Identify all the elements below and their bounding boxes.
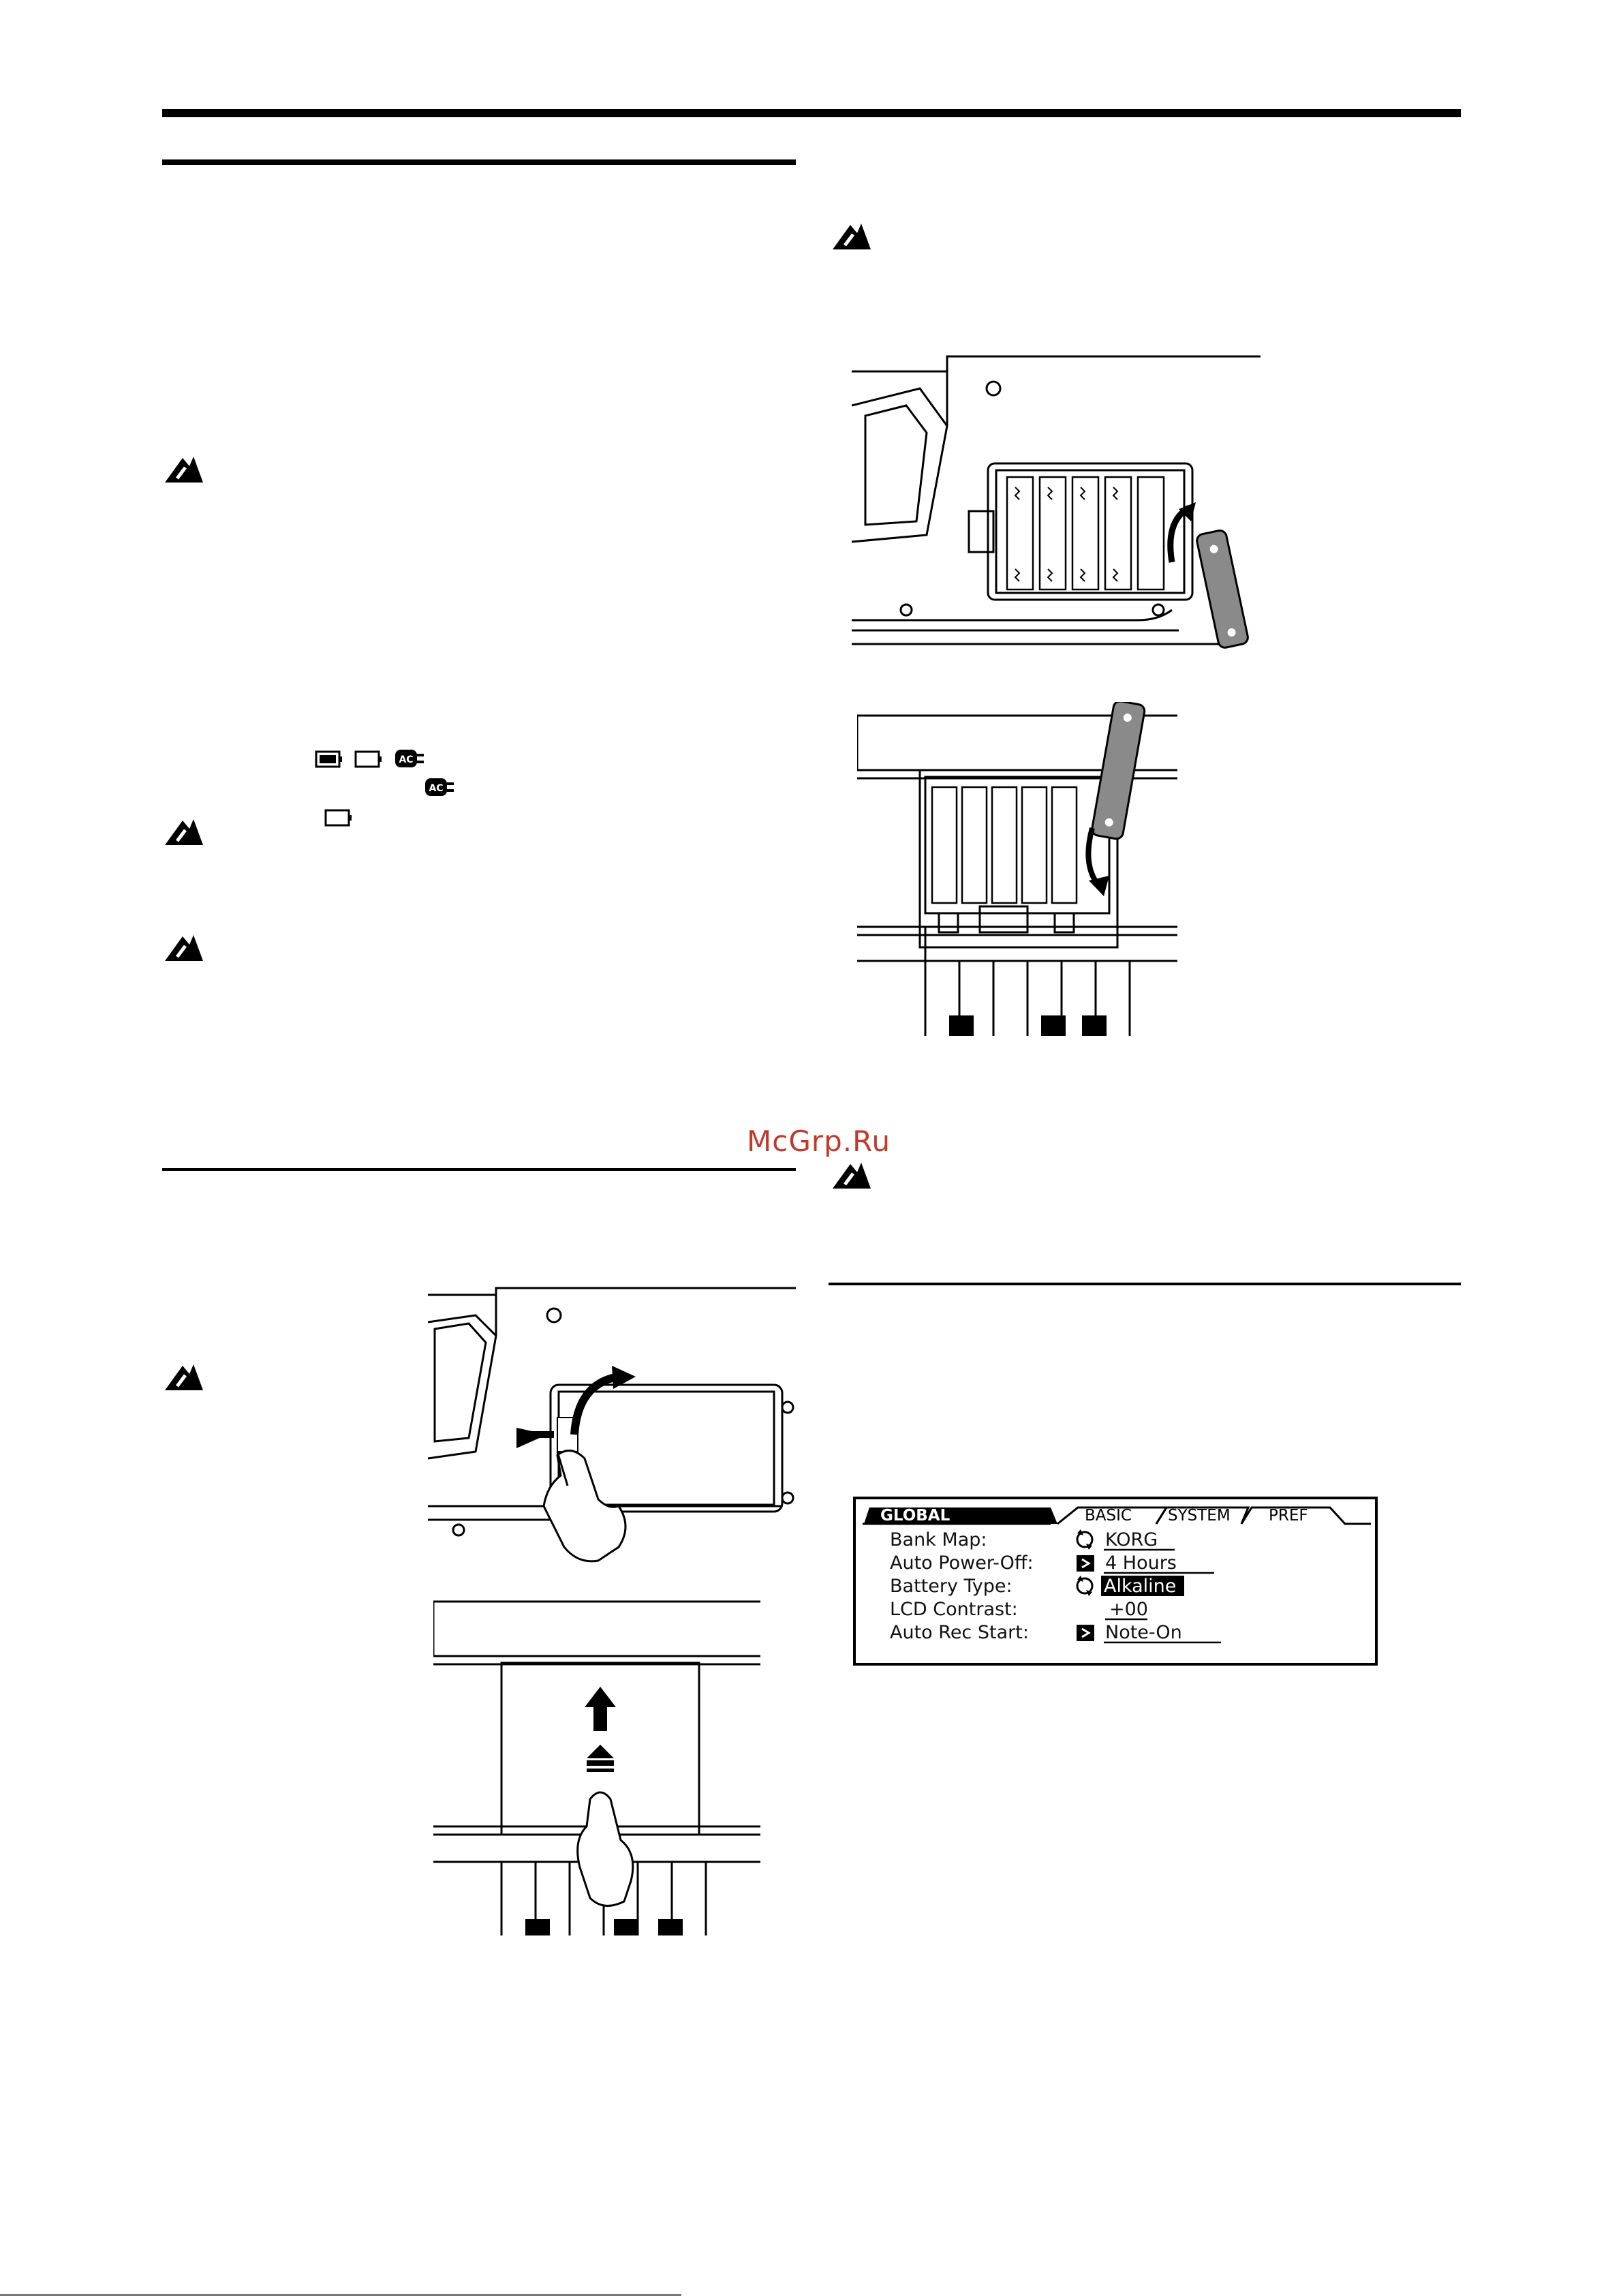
lcd-row-label: Bank Map: xyxy=(890,1529,987,1550)
lcd-row-label: Auto Power-Off: xyxy=(890,1552,1034,1574)
ac-adapter-icon xyxy=(424,777,455,797)
lcd-row-value[interactable]: Note-On xyxy=(1105,1622,1182,1643)
ac-adapter-icon xyxy=(394,748,425,769)
page-top-rule xyxy=(162,109,1461,117)
watermark: McGrp.Ru xyxy=(747,1124,891,1158)
lcd-row-value[interactable]: KORG xyxy=(1105,1529,1158,1550)
ac-label: AC xyxy=(429,783,444,794)
ac-label: AC xyxy=(399,754,414,765)
slide-cover-figure xyxy=(433,1595,760,1935)
note-icon xyxy=(162,453,206,485)
arrow-box-icon xyxy=(1077,1555,1094,1572)
battery-empty-icon xyxy=(324,808,353,827)
lcd-row-label: LCD Contrast: xyxy=(890,1599,1018,1620)
arrow-box-icon xyxy=(1077,1625,1094,1641)
tab-pref-label: PREF xyxy=(1269,1507,1308,1525)
tab-system-label: SYSTEM xyxy=(1168,1507,1231,1525)
battery-full-icon xyxy=(315,750,343,769)
section-rule-left-top xyxy=(162,159,796,165)
note-icon xyxy=(162,931,206,964)
lcd-row-label: Battery Type: xyxy=(890,1576,1013,1597)
lcd-row-value[interactable]: 4 Hours xyxy=(1105,1552,1177,1574)
lcd-row-label: Auto Rec Start: xyxy=(890,1622,1029,1643)
battery-insert-figure-2 xyxy=(857,702,1184,1036)
open-cover-figure xyxy=(428,1281,796,1574)
battery-insert-figure-1 xyxy=(852,351,1274,664)
tab-basic-label: BASIC xyxy=(1085,1507,1132,1525)
lcd-screen xyxy=(853,1497,1378,1667)
note-icon xyxy=(830,219,874,252)
battery-empty-icon xyxy=(354,750,383,769)
note-icon xyxy=(830,1159,874,1191)
section-rule-left-mid xyxy=(162,1168,796,1171)
section-rule-right-mid xyxy=(829,1283,1461,1285)
note-icon xyxy=(162,1360,206,1393)
note-icon xyxy=(162,815,206,848)
lcd-row-value[interactable]: +00 xyxy=(1109,1599,1148,1620)
lcd-row-value-selected[interactable]: Alkaline xyxy=(1104,1576,1177,1597)
tab-global-label: GLOBAL xyxy=(880,1507,950,1525)
